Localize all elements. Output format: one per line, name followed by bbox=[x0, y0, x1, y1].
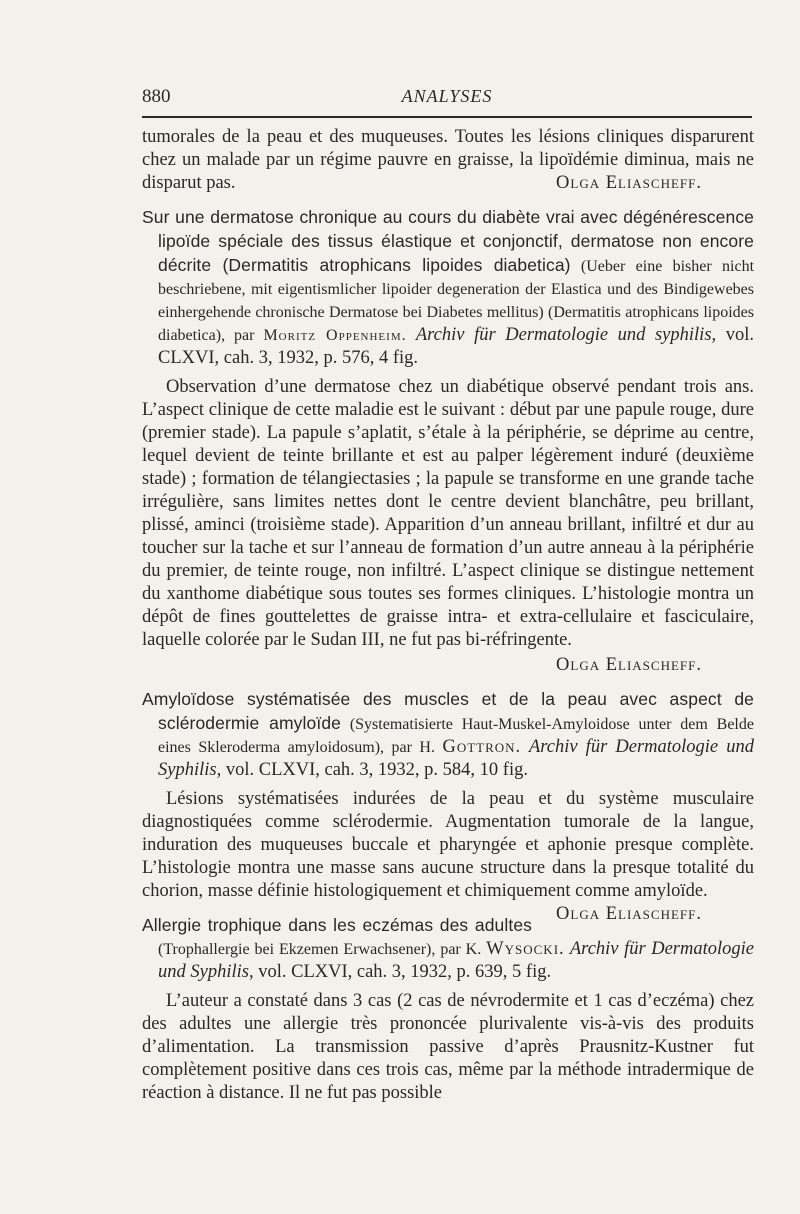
entry-3-ref-tail: vol. CLXVI, cah. 3, 1932, p. 639, 5 fig. bbox=[253, 962, 552, 982]
entry-2-body bbox=[142, 788, 754, 924]
page-header bbox=[142, 86, 752, 118]
page-number: 880 bbox=[142, 86, 171, 107]
entry-3-body: L’auteur a constaté dans 3 cas (2 cas de névrodermite et 1 cas d’eczéma) chez des adultes une allergie très prononcée plurivalente vis-à-vis des produits d’alimentation. La transmission passive d’après Prausnitz-Kustner fut complètement positive dans ces trois cas, même par la méthode intradermique de réaction à distance. Il ne fut pas possible bbox=[142, 991, 754, 1103]
entry-2-signature: Olga Eliascheff. bbox=[556, 904, 702, 924]
entry-2-ref-tail: vol. CLXVI, cah. 3, 1932, p. 584, 10 fig. bbox=[221, 760, 528, 780]
entry-3-author: Wysocki. bbox=[486, 939, 565, 959]
page-content bbox=[142, 126, 754, 1105]
intro-paragraph bbox=[142, 126, 754, 195]
entry-1-body: Observation d’une dermatose chez un diabétique observé pendant trois ans. L’aspect clinique de cette maladie est le suivant : début par une papule rouge, dure (premier stade). La papule s’aplatit, s’étale à la périphérie, se déprime au centre, lequel devient de teinte brillante et est au palper légèrement induré (deuxième stade) ; formation de télangiectasies ; la papule se transforme en une grande tache irrégulière, sans limites nettes dont le centre devient blanchâtre, peu brillant, plissé, aminci (troisième stade). Apparition d’un anneau brillant, infiltré et dur au toucher sur la tache et sur l’anneau de formation d’un autre anneau à la périphérie du premier, de teinte rouge, non infiltré. L’aspect clinique se distingue nettement du xanthome diabétique sous toutes ses formes cliniques. L’histologie montra un dépôt de fines gouttelettes de graisse intra- et extra-cellulaire et fasciculaire, laquelle colorée par le Sudan III, ne fut pas bi-réfringente. bbox=[142, 377, 754, 650]
entry-3-ref: (Trophallergie bei Ekzemen Erwachsener), par K. bbox=[158, 941, 487, 958]
entry-2-title: Amyloïdose systématisée des muscles et de la peau avec aspect de sclérodermie amyloïde bbox=[142, 689, 754, 733]
entry-2-ref: (Systematisierte Haut-Muskel-Amyloidose unter dem Belde eines Skleroderma amyloidosum), par H. bbox=[158, 716, 754, 756]
intro-signature: Olga Eliascheff. bbox=[556, 173, 702, 193]
entry-2-heading bbox=[142, 688, 754, 782]
entry-1-ref: (Ueber eine bisher nicht beschriebene, mit eigentismlicher lipoider degeneration der Elastica und des Bindigewebes einhergehende chronische Dermatose bei Diabetes mellitus) (Dermatitis atrophicans lipoides diabetica), par bbox=[158, 258, 755, 344]
entry-3-journal: Archiv für Dermatologie und Syphilis, bbox=[158, 939, 754, 982]
entry-1-signature: Olga Eliascheff. bbox=[556, 655, 702, 675]
entry-1-author: Moritz Oppenheim. bbox=[263, 327, 407, 344]
entry-2-body-text: Lésions systématisées indurées de la peau et du système musculaire diagnostiquées comme sclérodermie. Augmentation tumorale de la langue, induration des muqueuses buccale et pharyngée et aphonie presque complète. L’histologie montra une masse sans aucune structure dans la presque totalité du chorion, masse définie histologiquement et chimiquement comme amyloïde. bbox=[142, 789, 754, 901]
abstract-entry-3 bbox=[142, 914, 754, 1105]
entry-2-journal: Archiv für Dermatologie und Syphilis, bbox=[158, 737, 754, 780]
entry-2-author: Gottron. bbox=[442, 737, 522, 757]
abstract-entry-2 bbox=[142, 688, 754, 924]
entry-3-title: Allergie trophique dans les eczémas des adultes bbox=[142, 915, 533, 935]
running-title: ANALYSES bbox=[401, 86, 493, 106]
abstract-entry-1 bbox=[142, 206, 754, 677]
intro-text: tumorales de la peau et des muqueuses. Toutes les lésions cliniques disparurent chez un malade par un régime pauvre en graisse, la lipoïdémie diminua, mais ne disparut pas. bbox=[142, 127, 754, 193]
entry-1-journal: Archiv für Dermatologie und syphilis, bbox=[406, 325, 717, 345]
entry-1-heading bbox=[142, 206, 754, 370]
entry-1-title: Sur une dermatose chronique au cours du diabète vrai avec dégénérescence lipoïde spéciale des tissus élastique et conjonctif, dermatose non encore décrite (Dermatitis atrophicans lipoides diabetica) bbox=[142, 207, 754, 275]
entry-1-ref-tail: vol. CLXVI, cah. 3, 1932, p. 576, 4 fig. bbox=[158, 325, 755, 368]
